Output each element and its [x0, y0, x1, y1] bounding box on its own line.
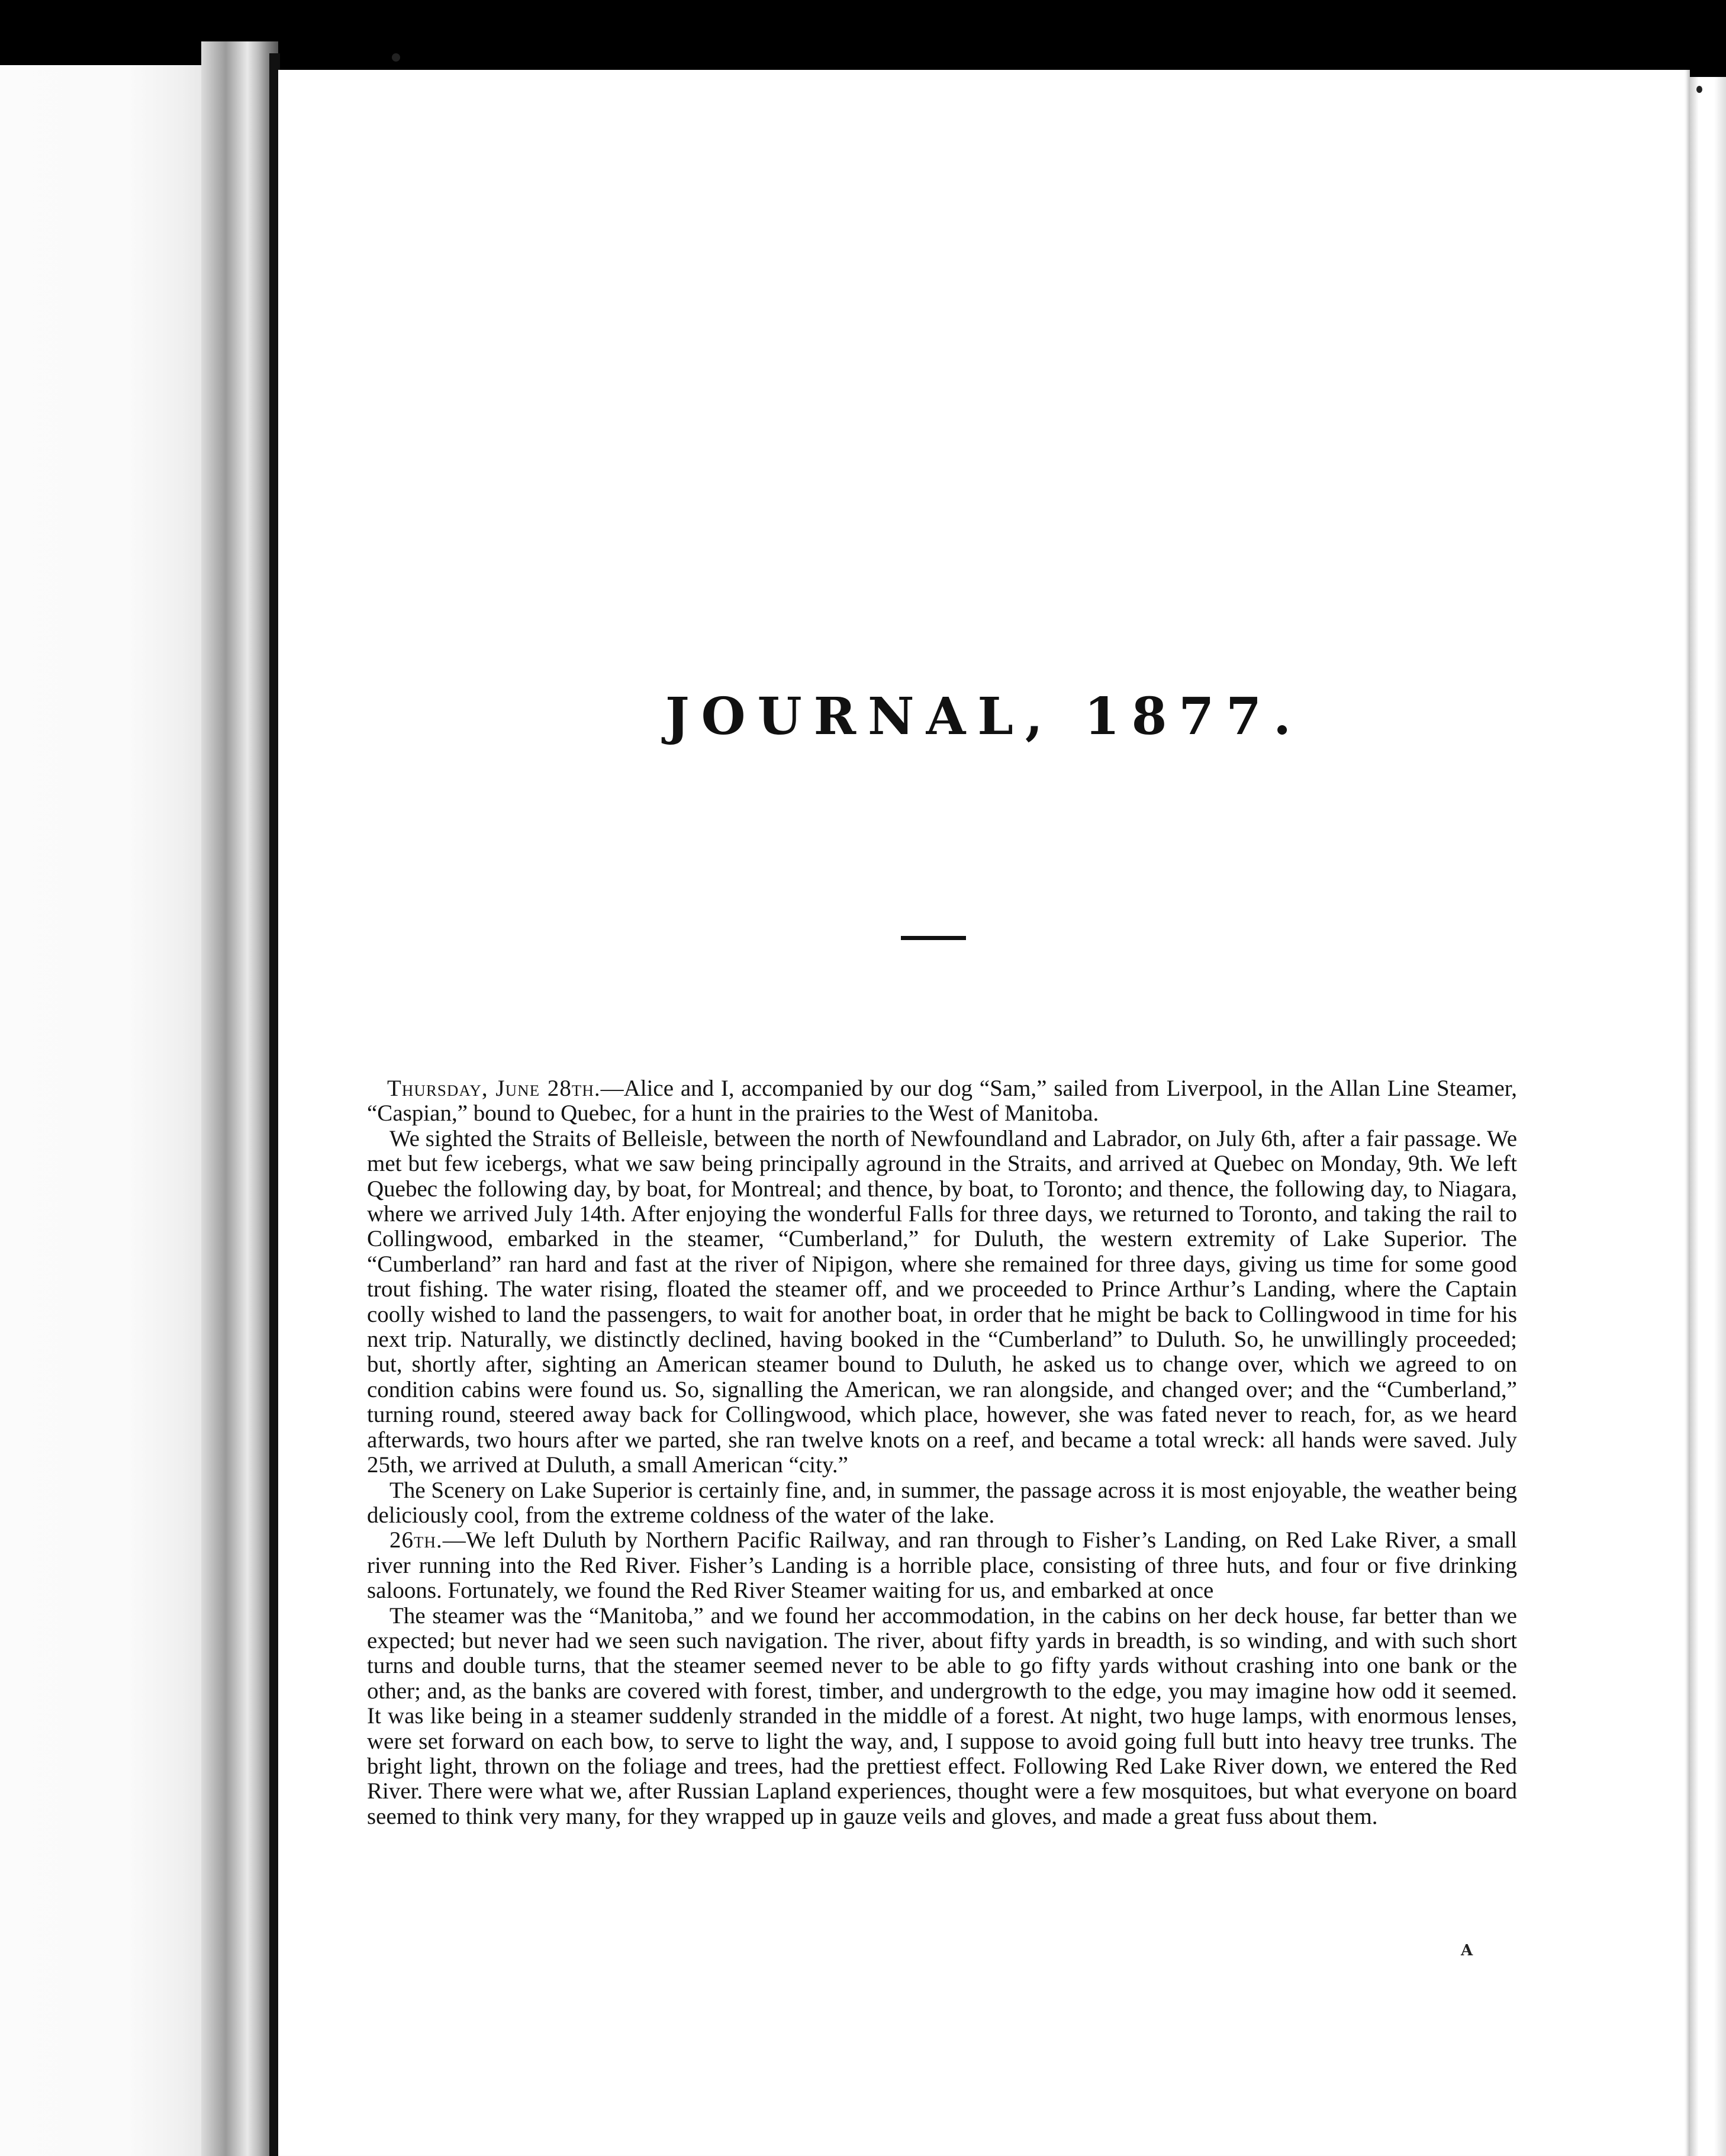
journal-page — [278, 70, 1690, 2156]
paragraph-3 — [367, 1478, 1517, 1528]
paragraph-4 — [367, 1528, 1517, 1603]
title-rule — [901, 936, 966, 940]
paragraph-text: The steamer was the “Manitoba,” and we found her accommodation, in the cabins on her deck house, far better than we expected; but never had we seen such navigation. The river, about fifty yards in breadth, is so winding, and with such short turns and double turns, that the steamer seemed never to be able to go fifty yards without crashing into one bank or the other; and, as the banks are covered with forest, timber, and undergrowth to the edge, you may imagine how odd it seemed. It was like being in a steamer suddenly stranded in the middle of a forest. At night, two huge lamps, with enormous lenses, were set forward on each bow, to serve to light the way, and, I suppose to avoid going full butt into heavy tree trunks. The bright light, thrown on the foliage and trees, had the prettiest effect. Following Red Lake River down, we entered the Red River. There were what we, after Russian Lapland experiences, thought were a few mosquitoes, but what everyone on board seemed to think very many, for they wrapped up in gauze veils and gloves, and made a great fuss about them. — [367, 1602, 1517, 1829]
paragraph-text: The Scenery on Lake Superior is certainly fine, and, in summer, the passage across it is most enjoyable, the weather being deliciously cool, from the extreme coldness of the water of the lake. — [367, 1477, 1517, 1528]
entry-date: 26th. — [389, 1527, 443, 1553]
page-edge — [1687, 77, 1726, 2156]
entry-date: Thursday, June 28th. — [387, 1076, 601, 1101]
book-gutter — [201, 41, 278, 2156]
paragraph-1 — [367, 1076, 1517, 1127]
paragraph-5 — [367, 1604, 1517, 1830]
scan-speck — [392, 53, 400, 62]
facing-blank-page — [0, 65, 213, 2156]
journal-body — [367, 1076, 1517, 1829]
page-title: JOURNAL, 1877. — [665, 687, 1303, 746]
paragraph-text: We sighted the Straits of Belleisle, between the north of Newfoundland and Labrador, on July 6th, after a fair passage. We met but few icebergs, what we saw being principally aground in the Straits, and arrived at Quebec on Monday, 9th. We left Quebec the following day, by boat, for Montreal; and thence, by boat, to Toronto; and thence, the following day, to Niagara, where we arrived July 14th. After enjoying the wonderful Falls for three days, we returned to Toronto, and taking the rail to Collingwood, embarked in the steamer, “Cumberland,” for Duluth, the western extremity of Lake Superior. The “Cumberland” ran hard and fast at the river of Nipigon, where she remained for three days, giving us time for some good trout fishing. The water rising, floated the steamer off, and we proceeded to Prince Arthur’s Landing, where the Captain coolly wished to land the passengers, to wait for another boat, in order that he might be back to Collingwood in time for his next trip. Naturally, we distinctly declined, having booked in the “Cumberland” to Duluth. So, he unwillingly proceeded; but, shortly after, sighting an American steamer bound to Duluth, he asked us to change over, which we agreed to on condition cabins were found us. So, signalling the American, we ran alongside, and changed over; and the “Cumberland,” turning round, steered away back for Collingwood, which place, however, she was fated never to reach, for, as we heard afterwards, two hours after we parted, she ran twelve knots on a reef, and became a total wreck: all hands were saved. July 25th, we arrived at Duluth, a small American “city.” — [367, 1125, 1517, 1478]
signature-mark: A — [1461, 1942, 1473, 1959]
scan-speck — [1696, 86, 1702, 93]
paragraph-2 — [367, 1127, 1517, 1478]
paragraph-text: —Alice and I, accompanied by our dog “Sam,” sailed from Liverpool, in the Allan Line Steamer, “Caspian,” bound to Quebec, for a hunt in the prairies to the West of Manitoba. — [367, 1076, 1517, 1127]
paragraph-text: —We left Duluth by Northern Pacific Railway, and ran through to Fisher’s Landing, on Red Lake River, a small river running into the Red River. Fisher’s Landing is a horrible place, consisting of three huts, and four or five drinking saloons. Fortunately, we found the Red River Steamer waiting for us, and embarked at once — [367, 1527, 1517, 1604]
